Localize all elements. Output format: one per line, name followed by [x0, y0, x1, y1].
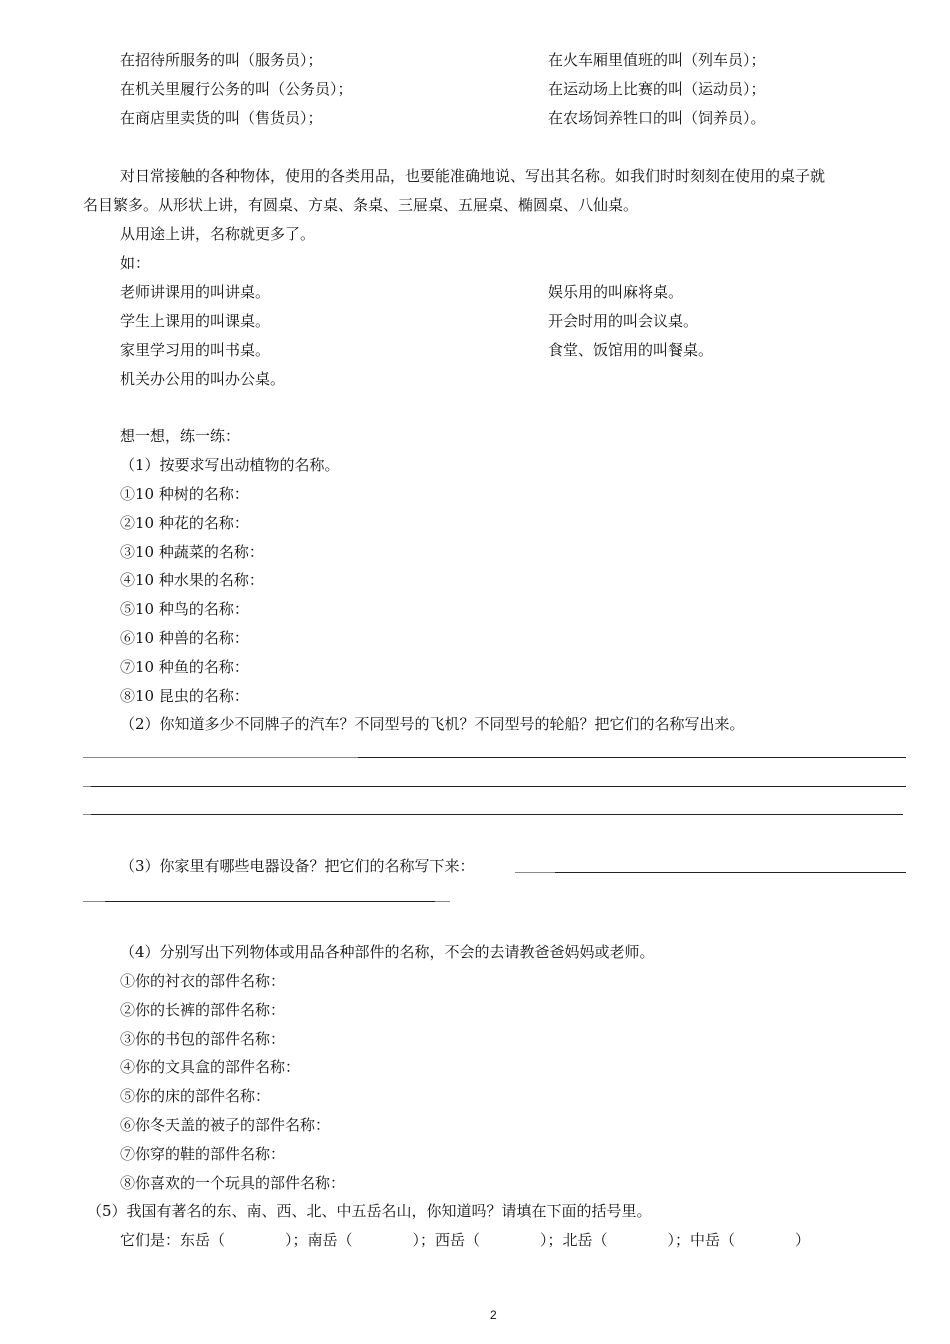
q1-item-7: ⑦10 种鱼的名称： — [120, 658, 249, 676]
q1-item-1: ①10 种树的名称： — [120, 485, 249, 503]
answer-line-2b[interactable] — [91, 786, 906, 787]
occupation-left-3: 在商店里卖货的叫（售货员）； — [120, 109, 323, 127]
intro-line-1: 对日常接触的各种物体，使用的各类用品，也要能准确地说、写出其名称。如我们时时刻刻在使用的桌子就 — [120, 167, 826, 185]
desk-left-2: 学生上课用的叫课桌。 — [120, 312, 271, 330]
q5-answer-line[interactable]: 它们是：东岳（ ）；南岳（ ）；西岳（ ）；北岳（ ）；中岳（ ） — [120, 1231, 811, 1249]
intro-line-2: 名目繁多。从形状上讲，有圆桌、方桌、条桌、三屉桌、五屉桌、椭圆桌、八仙桌。 — [83, 196, 639, 214]
occupation-right-1: 在火车厢里值班的叫（列车员）； — [548, 51, 766, 69]
answer-line-2a[interactable] — [358, 757, 906, 758]
occupation-left-2: 在机关里履行公务的叫（公务员）； — [120, 80, 353, 98]
question-3: （3）你家里有哪些电器设备？把它们的名称写下来： — [120, 857, 475, 875]
question-2: （2）你知道多少不同牌子的汽车？不同型号的飞机？不同型号的轮船？把它们的名称写出来。 — [120, 715, 745, 733]
intro-line-4: 如： — [120, 254, 151, 272]
desk-left-3: 家里学习用的叫书桌。 — [120, 341, 271, 359]
q4-item-3: ③你的书包的部件名称： — [120, 1030, 286, 1048]
q4-item-6: ⑥你冬天盖的被子的部件名称： — [120, 1116, 331, 1134]
q1-item-6: ⑥10 种兽的名称： — [120, 629, 249, 647]
answer-line-2c[interactable] — [91, 814, 903, 815]
q4-item-2: ②你的长裤的部件名称： — [120, 1001, 286, 1019]
answer-line-3a-lead — [515, 872, 555, 873]
desk-right-3: 食堂、饭馆用的叫餐桌。 — [548, 341, 714, 359]
desk-right-1: 娱乐用的叫麻将桌。 — [548, 283, 684, 301]
occupation-right-3: 在农场饲养牲口的叫（饲养员）。 — [548, 109, 766, 127]
occupation-left-1: 在招待所服务的叫（服务员）； — [120, 51, 323, 69]
q1-item-4: ④10 种水果的名称： — [120, 571, 264, 589]
desk-right-2: 开会时用的叫会议桌。 — [548, 312, 699, 330]
question-1: （1）按要求写出动植物的名称。 — [120, 456, 340, 474]
answer-line-3b-lead — [83, 901, 105, 902]
occupation-right-2: 在运动场上比赛的叫（运动员）； — [548, 80, 766, 98]
practice-heading: 想一想，练一练： — [120, 427, 241, 445]
desk-left-1: 老师讲课用的叫讲桌。 — [120, 283, 271, 301]
q4-item-8: ⑧你喜欢的一个玩具的部件名称： — [120, 1174, 346, 1192]
intro-line-3: 从用途上讲，名称就更多了。 — [120, 225, 316, 243]
q1-item-2: ②10 种花的名称： — [120, 514, 249, 532]
q1-item-8: ⑧10 昆虫的名称： — [120, 687, 249, 705]
answer-line-2a-lead — [83, 757, 358, 758]
q1-item-3: ③10 种蔬菜的名称： — [120, 543, 264, 561]
answer-line-3b-tail — [435, 901, 450, 902]
answer-line-3b[interactable] — [105, 901, 435, 902]
answer-line-3a[interactable] — [555, 872, 906, 873]
answer-line-2b-lead — [83, 786, 91, 787]
q4-item-7: ⑦你穿的鞋的部件名称： — [120, 1145, 286, 1163]
q1-item-5: ⑤10 种鸟的名称： — [120, 600, 249, 618]
q4-item-4: ④你的文具盒的部件名称： — [120, 1058, 301, 1076]
desk-left-4: 机关办公用的叫办公桌。 — [120, 370, 286, 388]
q4-item-1: ①你的衬衣的部件名称： — [120, 972, 286, 990]
page-number: 2 — [490, 1308, 497, 1322]
question-4: （4）分别写出下列物体或用品各种部件的名称，不会的去请教爸爸妈妈或老师。 — [120, 943, 655, 961]
answer-line-2c-lead — [83, 814, 91, 815]
q4-item-5: ⑤你的床的部件名称： — [120, 1087, 271, 1105]
question-5: （5）我国有著名的东、南、西、北、中五岳名山，你知道吗？请填在下面的括号里。 — [87, 1202, 652, 1220]
